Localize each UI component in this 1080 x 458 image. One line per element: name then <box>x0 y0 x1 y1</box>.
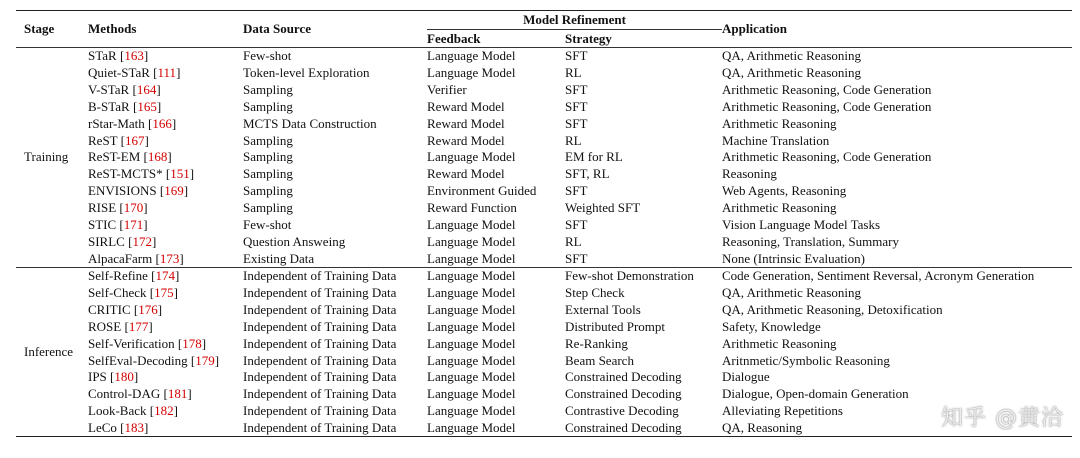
header-data-source: Data Source <box>243 21 312 36</box>
application-cell: Code Generation, Sentiment Reversal, Acronym Generation <box>722 268 1035 284</box>
table-row <box>16 302 1072 319</box>
table-body <box>16 48 1072 437</box>
method-cell: Control-DAG [181] <box>88 386 192 402</box>
application-cell: QA, Arithmetic Reasoning, Detoxification <box>722 302 943 318</box>
method-name: Look-Back <box>88 403 147 419</box>
strategy-cell: SFT <box>565 216 588 232</box>
method-name: SelfEval-Decoding <box>88 352 188 368</box>
feedback-cell: Language Model <box>427 268 516 284</box>
data-source-cell: Independent of Training Data <box>243 386 397 402</box>
table-row <box>16 352 1072 369</box>
application-cell: Dialogue, Open-domain Generation <box>722 386 909 402</box>
data-source-cell: Sampling <box>243 166 293 182</box>
feedback-cell: Language Model <box>427 250 516 266</box>
data-source-cell: Sampling <box>243 98 293 114</box>
application-cell: Arithmetic Reasoning <box>722 115 837 131</box>
data-source-cell: Independent of Training Data <box>243 285 397 301</box>
method-cell: IPS [180] <box>88 369 139 385</box>
strategy-cell: RL <box>565 65 582 81</box>
feedback-cell: Reward Model <box>427 166 505 182</box>
method-name: ENVISIONS <box>88 183 157 199</box>
data-source-cell: Independent of Training Data <box>243 268 397 284</box>
method-name: rStar-Math <box>88 115 145 131</box>
strategy-cell: SFT <box>565 183 588 199</box>
strategy-cell: SFT <box>565 98 588 114</box>
method-cell: RISE [170] <box>88 200 148 216</box>
feedback-cell: Language Model <box>427 386 516 402</box>
citation-link[interactable]: 178 <box>182 335 202 351</box>
method-cell: Self-Refine [174] <box>88 268 180 284</box>
application-cell: Vision Language Model Tasks <box>722 216 881 232</box>
citation-link[interactable]: 167 <box>124 132 145 148</box>
zhihu-watermark: 知乎 @黄洽 <box>941 406 1064 431</box>
application-cell: Web Agents, Reasoning <box>722 183 847 199</box>
feedback-cell: Language Model <box>427 65 516 81</box>
citation-link[interactable]: 183 <box>124 419 144 435</box>
table-row <box>16 250 1072 267</box>
data-source-cell: Independent of Training Data <box>243 335 397 351</box>
application-cell: QA, Arithmetic Reasoning <box>722 65 862 81</box>
feedback-cell: Language Model <box>427 352 516 368</box>
citation-link[interactable]: 180 <box>114 369 134 385</box>
data-source-cell: Independent of Training Data <box>243 369 397 385</box>
application-cell: Arithmetic Reasoning, Code Generation <box>722 98 932 114</box>
application-cell: Reasoning, Translation, Summary <box>722 233 899 249</box>
table-row <box>16 335 1072 352</box>
citation-link[interactable]: 170 <box>123 200 144 216</box>
application-cell: QA, Arithmetic Reasoning <box>722 48 862 64</box>
feedback-cell: Language Model <box>427 318 516 334</box>
header-stage: Stage <box>24 21 55 36</box>
method-cell: ROSE [177] <box>88 318 153 334</box>
method-name: STaR <box>88 48 117 64</box>
table-row <box>16 82 1072 99</box>
citation-link[interactable]: 175 <box>154 285 174 301</box>
data-source-cell: Independent of Training Data <box>243 352 397 368</box>
strategy-cell: Distributed Prompt <box>565 318 666 334</box>
application-cell: Arithmetic Reasoning, Code Generation <box>722 82 932 98</box>
strategy-cell: Contrastive Decoding <box>565 403 679 419</box>
header-application: Application <box>722 21 788 36</box>
table-row <box>16 132 1072 149</box>
citation-link[interactable]: 163 <box>124 48 144 64</box>
application-cell: Arithmetic Reasoning, Code Generation <box>722 149 932 165</box>
method-cell: STIC [171] <box>88 216 148 232</box>
feedback-cell: Reward Function <box>427 200 517 216</box>
method-name: Self-Refine <box>88 268 148 284</box>
citation-link[interactable]: 171 <box>123 216 144 232</box>
method-cell: Quiet-STaR [111] <box>88 65 181 81</box>
strategy-cell: Constrained Decoding <box>565 386 682 402</box>
method-cell: rStar-Math [166] <box>88 115 177 131</box>
data-source-cell: Independent of Training Data <box>243 403 397 419</box>
citation-link[interactable]: 176 <box>138 302 158 318</box>
table-row <box>16 115 1072 132</box>
application-cell: Reasoning <box>722 166 777 182</box>
header-methods: Methods <box>88 21 137 36</box>
strategy-cell: SFT <box>565 82 588 98</box>
method-name: ROSE <box>88 318 122 334</box>
feedback-cell: Language Model <box>427 403 516 419</box>
method-name: ReST-MCTS* <box>88 166 163 182</box>
method-name: Quiet-STaR <box>88 65 150 81</box>
strategy-cell: Beam Search <box>565 352 634 368</box>
application-cell: Alleviating Repetitions <box>722 403 843 419</box>
method-name: Self-Verification <box>88 335 175 351</box>
method-name: ReST-EM <box>88 149 141 165</box>
citation-link[interactable]: 177 <box>128 318 149 334</box>
stage-cell: Inference <box>24 344 74 360</box>
method-name: ReST <box>88 132 118 148</box>
data-source-cell: Independent of Training Data <box>243 318 397 334</box>
strategy-cell: Re-Ranking <box>565 335 628 351</box>
data-source-cell: Question Answeing <box>243 233 346 249</box>
method-cell: SIRLC [172] <box>88 233 157 249</box>
feedback-cell: Reward Model <box>427 132 505 148</box>
data-source-cell: Sampling <box>243 149 293 165</box>
strategy-cell: Step Check <box>565 285 625 301</box>
method-cell: ReST-EM [168] <box>88 149 172 165</box>
method-cell: SelfEval-Decoding [179] <box>88 352 220 368</box>
method-cell: Self-Verification [178] <box>88 335 207 351</box>
strategy-cell: SFT, RL <box>565 166 610 182</box>
citation-link[interactable]: 182 <box>154 403 174 419</box>
method-cell: ENVISIONS [169] <box>88 183 189 199</box>
table-row <box>16 233 1072 250</box>
strategy-cell: Constrained Decoding <box>565 369 682 385</box>
table-row <box>16 386 1072 403</box>
table-row <box>16 267 1072 284</box>
strategy-cell: Few-shot Demonstration <box>565 268 694 284</box>
strategy-cell: EM for RL <box>565 149 623 165</box>
feedback-cell: Language Model <box>427 233 516 249</box>
citation-link[interactable]: 168 <box>147 149 168 165</box>
feedback-cell: Verifier <box>427 82 467 98</box>
data-source-cell: Independent of Training Data <box>243 302 397 318</box>
table-row <box>16 403 1072 420</box>
method-cell: Self-Check [175] <box>88 285 178 301</box>
feedback-cell: Reward Model <box>427 115 505 131</box>
application-cell: Arithmetic Reasoning <box>722 335 837 351</box>
table-row <box>16 200 1072 217</box>
method-name: SIRLC <box>88 233 125 249</box>
header-model-refinement: Model Refinement <box>427 11 722 30</box>
citation-link[interactable]: 165 <box>137 98 157 114</box>
table-row <box>16 216 1072 233</box>
strategy-cell: Constrained Decoding <box>565 419 682 435</box>
strategy-cell: SFT <box>565 115 588 131</box>
method-name: CRITIC <box>88 302 131 318</box>
data-source-cell: MCTS Data Construction <box>243 115 377 131</box>
method-cell: AlpacaFarm [173] <box>88 250 184 266</box>
application-cell: Aritnmetic/Symbolic Reasoning <box>722 352 890 368</box>
table-row <box>16 166 1072 183</box>
feedback-cell: Language Model <box>427 419 516 435</box>
strategy-cell: RL <box>565 233 582 249</box>
method-name: B-STaR <box>88 98 130 114</box>
method-name: STIC <box>88 216 117 232</box>
method-cell: LeCo [183] <box>88 419 149 435</box>
citation-link[interactable]: 164 <box>136 82 157 98</box>
method-name: LeCo <box>88 419 117 435</box>
application-cell: Dialogue <box>722 369 770 385</box>
table-row <box>16 420 1072 437</box>
data-source-cell: Few-shot <box>243 48 292 64</box>
table-row <box>16 285 1072 302</box>
method-name: IPS <box>88 369 107 385</box>
header-feedback: Feedback <box>427 30 481 46</box>
feedback-cell: Language Model <box>427 48 516 64</box>
strategy-cell: RL <box>565 132 582 148</box>
data-source-cell: Sampling <box>243 132 293 148</box>
citation-link[interactable]: 169 <box>164 183 184 199</box>
application-cell: QA, Arithmetic Reasoning <box>722 285 862 301</box>
table-row <box>16 65 1072 82</box>
method-name: RISE <box>88 200 117 216</box>
citation-link[interactable]: 172 <box>132 233 152 249</box>
strategy-cell: Weighted SFT <box>565 200 641 216</box>
method-name: AlpacaFarm <box>88 250 153 266</box>
feedback-cell: Language Model <box>427 335 516 351</box>
method-name: V-STaR <box>88 82 130 98</box>
feedback-cell: Language Model <box>427 216 516 232</box>
data-source-cell: Sampling <box>243 82 293 98</box>
feedback-cell: Reward Model <box>427 98 505 114</box>
citation-link[interactable]: 173 <box>159 250 180 266</box>
application-cell: QA, Reasoning <box>722 419 803 435</box>
model-refinement-table <box>16 10 1072 437</box>
citation-link[interactable]: 179 <box>195 352 215 368</box>
data-source-cell: Sampling <box>243 200 293 216</box>
citation-link[interactable]: 181 <box>167 386 188 402</box>
table-row <box>16 149 1072 166</box>
method-cell: ReST-MCTS* [151] <box>88 166 195 182</box>
table-row <box>16 183 1072 200</box>
application-cell: Arithmetic Reasoning <box>722 200 837 216</box>
table-row <box>16 319 1072 336</box>
method-cell: Look-Back [182] <box>88 403 178 419</box>
feedback-cell: Language Model <box>427 369 516 385</box>
data-source-cell: Independent of Training Data <box>243 419 397 435</box>
feedback-cell: Language Model <box>427 285 516 301</box>
strategy-cell: External Tools <box>565 302 641 318</box>
citation-link[interactable]: 166 <box>152 115 172 131</box>
method-name: Self-Check <box>88 285 147 301</box>
data-source-cell: Sampling <box>243 183 293 199</box>
table-row <box>16 48 1072 65</box>
method-cell: STaR [163] <box>88 48 149 64</box>
application-cell: Safety, Knowledge <box>722 318 821 334</box>
feedback-cell: Environment Guided <box>427 183 537 199</box>
method-name: Control-DAG <box>88 386 161 402</box>
method-cell: B-STaR [165] <box>88 98 162 114</box>
citation-link[interactable]: 151 <box>170 166 190 182</box>
data-source-cell: Existing Data <box>243 250 315 266</box>
feedback-cell: Language Model <box>427 302 516 318</box>
application-cell: None (Intrinsic Evaluation) <box>722 250 865 266</box>
table-row <box>16 99 1072 116</box>
strategy-cell: SFT <box>565 250 588 266</box>
table-row <box>16 369 1072 386</box>
header-strategy: Strategy <box>565 30 612 46</box>
data-source-cell: Token-level Exploration <box>243 65 370 81</box>
feedback-cell: Language Model <box>427 149 516 165</box>
method-cell: CRITIC [176] <box>88 302 163 318</box>
data-source-cell: Few-shot <box>243 216 292 232</box>
application-cell: Machine Translation <box>722 132 830 148</box>
stage-cell: Training <box>24 149 69 165</box>
citation-link[interactable]: 174 <box>155 268 176 284</box>
method-cell: ReST [167] <box>88 132 149 148</box>
strategy-cell: SFT <box>565 48 588 64</box>
citation-link[interactable]: 111 <box>157 65 177 81</box>
method-cell: V-STaR [164] <box>88 82 161 98</box>
